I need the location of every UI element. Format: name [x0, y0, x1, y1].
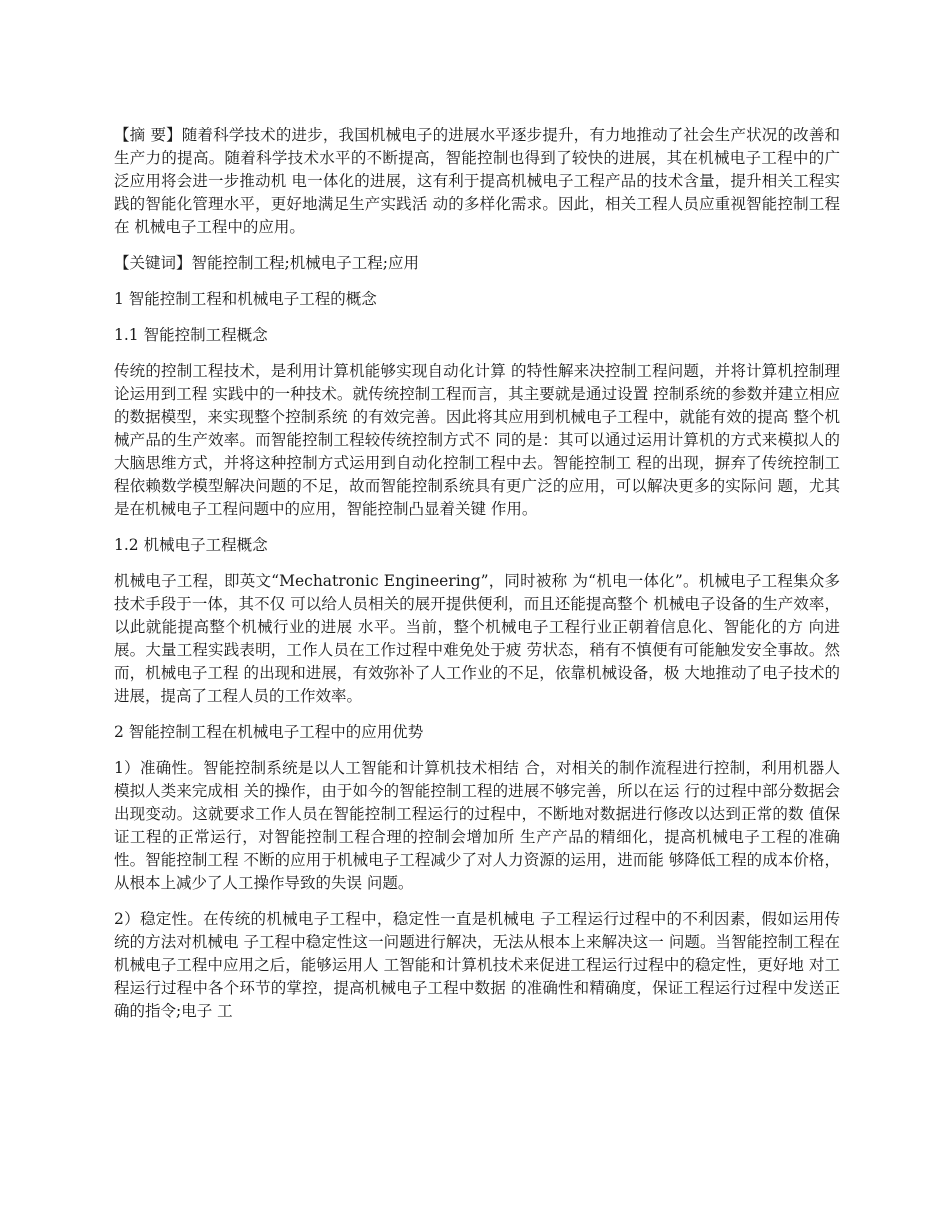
document-page	[114, 124, 840, 1036]
keywords-line: 【关键词】智能控制工程;机械电子工程;应用	[114, 254, 419, 272]
section-2-heading: 2 智能控制工程在机械电子工程中的应用优势	[114, 723, 424, 741]
section-1-1-paragraph: 传统的控制工程技术，是利用计算机能够实现自动化计算 的特性解来决控制工程问题，并将计算机控制理论运用到工程 实践中的一种技术。就传统控制工程而言，其主要就是通过设置 控制系统的参数并建立相应的数据模型，来实现整个控制系统 的有效完善。因此将其应用到机械电子工程中，就能有效的提高 整个机械产品的生产效率。而智能控制工程较传统控制方式不 同的是：其可以通过运用计算机的方式来模拟人的大脑思维方式，并将这种控制方式运用到自动化控制工程中去。智能控制工 程的出现，摒弃了传统控制工程依赖数学模型解决问题的不足，故而智能控制系统具有更广泛的应用，可以解决更多的实际问 题，尤其是在机械电子工程问题中的应用，智能控制凸显着关键 作用。	[114, 362, 840, 518]
section-1-2-heading: 1.2 机械电子工程概念	[114, 536, 268, 554]
abstract-paragraph: 【摘 要】随着科学技术的进步，我国机械电子的进展水平逐步提升，有力地推动了社会生产状况的改善和生产力的提高。随着科学技术水平的不断提高，智能控制也得到了较快的进展，其在机械电子工程中的广泛应用将会进一步推动机 电一体化的进展，这有利于提高机械电子工程产品的技术含量，提升相关工程实践的智能化管理水平，更好地满足生产实践活 动的多样化需求。因此，相关工程人员应重视智能控制工程在 机械电子工程中的应用。	[114, 126, 840, 236]
section-2-stability-paragraph: 2）稳定性。在传统的机械电子工程中，稳定性一直是机械电 子工程运行过程中的不利因素，假如运用传统的方法对机械电 子工程中稳定性这一问题进行解决，无法从根本上来解决这一 问题。当智能控制工程在机械电子工程中应用之后，能够运用人 工智能和计算机技术来促进工程运行过程中的稳定性，更好地 对工程运行过程中各个环节的掌控，提高机械电子工程中数据 的准确性和精确度，保证工程运行过程中发送正确的指令;电子 工	[114, 910, 840, 1020]
section-1-2-paragraph: 机械电子工程，即英文“Mechatronic Engineering”，同时被称 为“机电一体化”。机械电子工程集众多技术手段于一体，其不仅 可以给人员相关的展开提供便利，而且还能提高整个 机械电子设备的生产效率，以此就能提高整个机械行业的进展 水平。当前，整个机械电子工程行业正朝着信息化、智能化的方 向进展。大量工程实践表明，工作人员在工作过程中难免处于疲 劳状态，稍有不慎便有可能触发安全事故。然而，机械电子工程 的出现和进展，有效弥补了人工作业的不足，依靠机械设备，极 大地推动了电子技术的进展，提高了工程人员的工作效率。	[114, 572, 840, 705]
section-2-accuracy-paragraph: 1）准确性。智能控制系统是以人工智能和计算机技术相结 合，对相关的制作流程进行控制，利用机器人模拟人类来完成相 关的操作，由于如今的智能控制工程的进展不够完善，所以在运 行的过程中部分数据会出现变动。这就要求工作人员在智能控制工程运行的过程中，不断地对数据进行修改以达到正常的数 值保证工程的正常运行，对智能控制工程合理的控制会增加所 生产产品的精细化，提高机械电子工程的准确性。智能控制工程 不断的应用于机械电子工程减少了对人力资源的运用，进而能 够降低工程的成本价格，从根本上减少了人工操作导致的失误 问题。	[114, 759, 840, 892]
section-1-1-heading: 1.1 智能控制工程概念	[114, 326, 268, 344]
section-1-heading: 1 智能控制工程和机械电子工程的概念	[114, 290, 377, 308]
